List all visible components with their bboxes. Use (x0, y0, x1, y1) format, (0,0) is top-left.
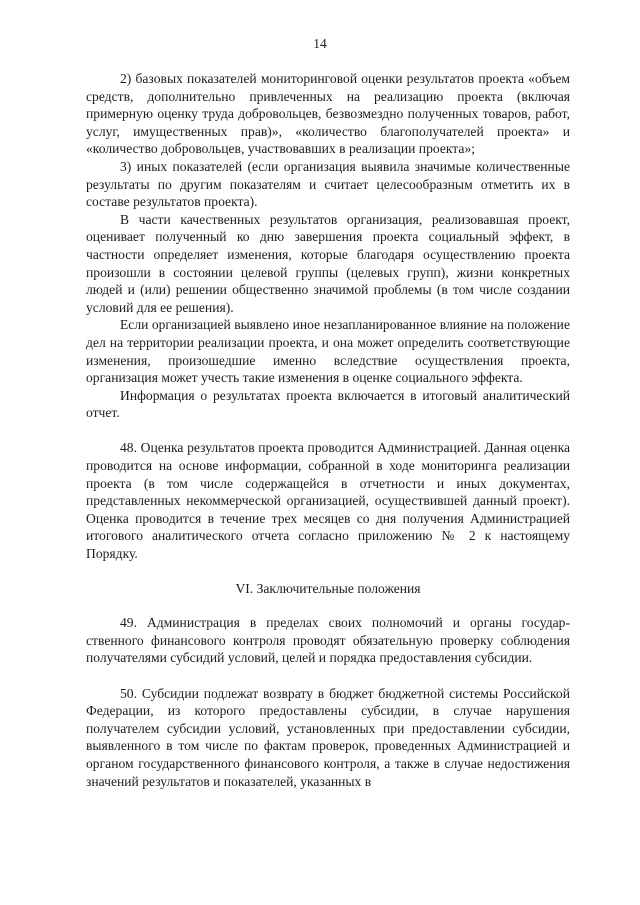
paragraph-unplanned-impact: Если организацией выявлено иное незапланированное влияние на положение дел на территории реализации проекта, и она может определить соответствующие изменения, произошедшие именно вследствие осуществления проекта, организация может учесть такие изменения в оценке социального эффекта. (86, 317, 570, 386)
paragraph-final-report: Информация о результатах проекта включается в итоговый аналитический отчет. (86, 387, 570, 421)
document-body (86, 70, 570, 790)
paragraph-item-49: 49. Администрация в пределах своих полномочий и органы государственного финансового контроля проводят обязательную проверку соблюдения получателями субсидий условий, целей и порядка предоставления субсидии. (86, 615, 570, 666)
paragraph-item-50: 50. Субсидии подлежат возврату в бюджет бюджетной системы Российской Федерации, из которого предоставлены субсидии, в случае нарушения получателем субсидии условий, установленных при предоставлении субсидии, выявленного в том числе по фактам проверок, проведенных Администрацией и органом государственного финансового контроля, а также в случае недостижения значений результатов и показателей, указанных в (86, 685, 570, 789)
section-heading: VI. Заключительные положения (235, 580, 421, 596)
paragraph-qualitative-results: В части качественных результатов организация, реализовавшая проект, оценивает полученный ко дню завершения проекта социальный эффект, в частности определяет изменения, которые благодаря осуществлению проекта произошли в состоянии целевой группы (целевых групп), жизни конкретных людей и (или) решении общественно значимой проблемы (в том числе создании условий для ее решения). (86, 211, 570, 315)
paragraph-base-indicators: 2) базовых показателей мониторинговой оценки результатов проекта «объем средств, дополнительно привлеченных на реализацию проекта (включая примерную оценку труда добровольцев, безвозмездно полученных товаров, работ, услуг, имущественных прав)», «количество благополучателей проекта» и «количество добровольцев, участвовавших в реализации проекта»; (86, 71, 570, 157)
page-number: 14 (313, 36, 327, 51)
paragraph-other-indicators: 3) иных показателей (если организация выявила значимые количественные результаты по другим показателям и считает целесообразным отметить их в составе результатов проекта). (86, 158, 570, 210)
paragraph-item-48: 48. Оценка результатов проекта проводится Администрацией. Данная оценка проводится на основе информации, собранной в ходе мониторинга реализации проекта (в том числе содержащейся в отчетности и иных документах, представленных некоммерческой организацией, осуществившей данный проект). Оценка проводится в течение трех месяцев со дня получения Администрацией итогового аналитического отчета согласно приложению № 2 к настоящему Порядку. (86, 440, 570, 562)
